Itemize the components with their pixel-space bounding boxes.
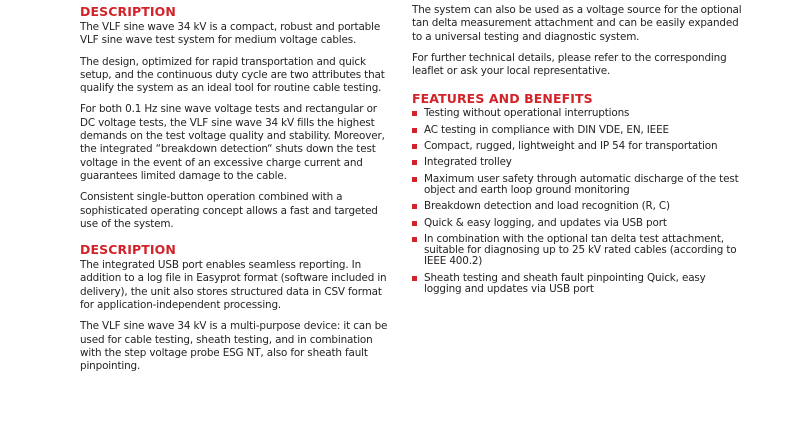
bullet-icon (412, 111, 417, 116)
list-item: Testing without operational interruptions (412, 108, 742, 119)
bullet-icon (412, 276, 417, 281)
left-column (80, 0, 390, 374)
features-heading: FEATURES AND BENEFITS (412, 91, 593, 107)
voltage-tests-paragraph: For both 0.1 Hz sine wave voltage tests and rectangular or DC voltage tests, the VLF sine wave 34 kV fills the highest demands on the test voltage quality and stability. Moreover, the integrated “breakdown detection“ shuts down the test voltage in the event of an excessive charge current and guarantees limited damage to the cable. (80, 103, 385, 182)
list-item: AC testing in compliance with DIN VDE, EN, IEEE (412, 125, 742, 136)
list-item: Sheath testing and sheath fault pinpointing Quick, easy logging and updates via USB port (412, 273, 742, 296)
bullet-icon (412, 221, 417, 226)
features-list (412, 108, 742, 295)
list-item: Quick & easy logging, and updates via USB port (412, 218, 742, 229)
multipurpose-paragraph: The VLF sine wave 34 kV is a multi-purpose device: it can be used for cable testing, sheath testing, and in combination with the step voltage probe ESG NT, also for sheath fault pinpointing. (80, 320, 388, 373)
voltage-source-paragraph: The system can also be used as a voltage source for the optional tan delta measurement attachment and can be easily expanded to a universal testing and diagnostic system. (412, 4, 742, 43)
bullet-icon (412, 177, 417, 182)
operation-paragraph: Consistent single-button operation combined with a sophisticated operating concept allows a fast and targeted use of the system. (80, 191, 378, 230)
technical-details-paragraph: For further technical details, please refer to the corresponding leaflet or ask your local representative. (412, 51, 727, 78)
right-column (412, 0, 742, 295)
intro-paragraph: The VLF sine wave 34 kV is a compact, robust and portable VLF sine wave test system for medium voltage cables. (80, 21, 381, 47)
design-paragraph: The design, optimized for rapid transportation and quick setup, and the continuous duty cycle are two attributes that qualify the system as an ideal tool for routine cable testing. (80, 55, 385, 95)
list-item: In combination with the optional tan delta test attachment, suitable for diagnosing up to 25 kV rated cables (according to IEEE 400.2) (412, 234, 742, 268)
list-item: Maximum user safety through automatic discharge of the test object and earth loop ground monitoring (412, 174, 742, 197)
description-heading-2: DESCRIPTION (80, 242, 176, 258)
bullet-icon (412, 204, 417, 209)
bullet-icon (412, 237, 417, 242)
list-item: Breakdown detection and load recognition (R, C) (412, 201, 742, 212)
usb-paragraph: The integrated USB port enables seamless reporting. In addition to a log file in Easyprot format (software included in delivery), the unit also stores structured data in CSV format for application-independent processing. (80, 259, 387, 312)
list-item: Integrated trolley (412, 157, 742, 168)
bullet-icon (412, 144, 417, 149)
bullet-icon (412, 128, 417, 133)
bullet-icon (412, 160, 417, 165)
description-heading: DESCRIPTION (80, 4, 176, 19)
list-item: Compact, rugged, lightweight and IP 54 for transportation (412, 141, 742, 152)
